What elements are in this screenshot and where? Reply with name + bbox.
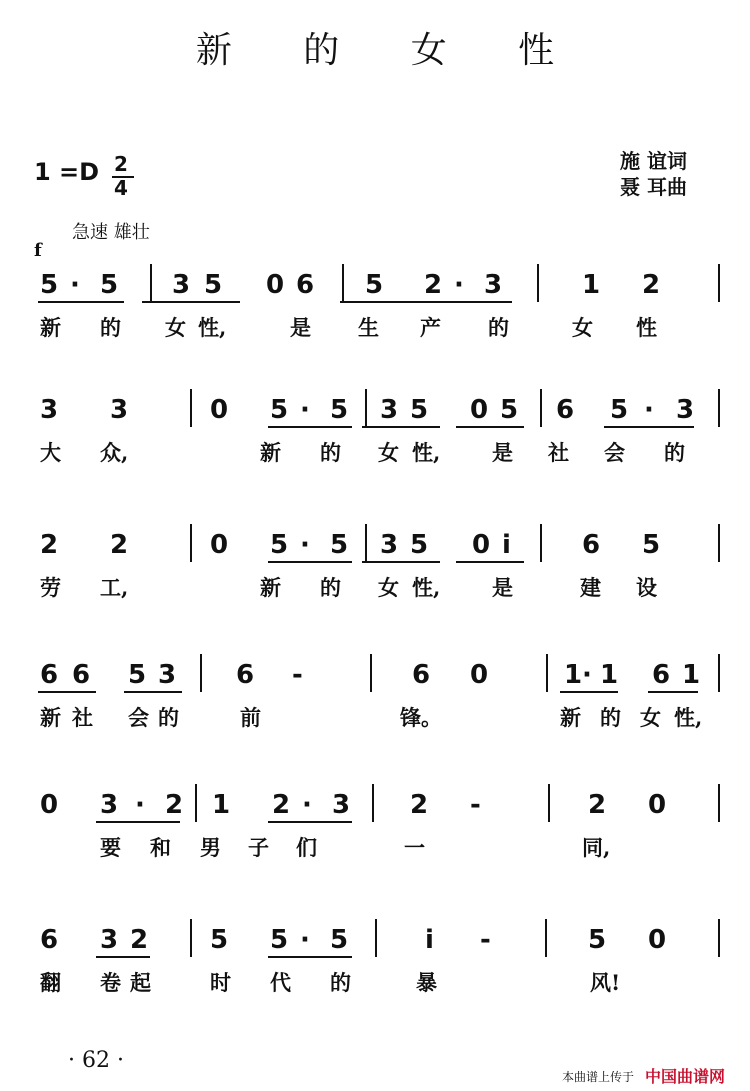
beam-underline [268,561,352,563]
bar-line [546,654,548,692]
bar-line [370,654,372,692]
note: 5 [500,395,519,425]
note: 2 [110,530,129,560]
note: · [300,395,310,425]
composer-credit: 聂 耳曲 [620,175,687,199]
note: 0 [210,530,229,560]
note: - [292,660,303,690]
bar-line [718,654,720,692]
lyric: 子 [248,835,269,860]
note: 5 [410,395,429,425]
lyric: 要 [100,835,121,860]
note: 2 [424,270,443,300]
bar-line [195,784,197,822]
key-signature: 1 =D [34,158,100,186]
upload-note: 本曲谱上传于 [562,1070,635,1084]
lyric: 会 [604,440,625,465]
lyric: 社 [72,705,93,730]
bar-line [365,389,367,427]
lyric: 性, [412,440,441,465]
bar-line [375,919,377,957]
bar-line [200,654,202,692]
lyric: 的 [488,315,509,340]
song-title: 新 的 女 性 [195,30,585,71]
note: · [644,395,654,425]
note: 5 [410,530,429,560]
note: 1 [212,790,231,820]
beam-underline [142,301,240,303]
lyric: 的 [600,705,621,730]
note: 6 [40,925,59,955]
lyric: 新 [560,705,581,730]
lyric: 同, [582,835,611,860]
lyric: 女 [640,705,661,730]
note: 5 [610,395,629,425]
note: i [502,530,511,560]
note: 3 [158,660,177,690]
lyric: 女 [165,315,186,340]
beam-underline [362,561,440,563]
bar-line [150,264,152,302]
note: · [300,530,310,560]
note: 1 [600,660,619,690]
note: 6 [582,530,601,560]
note: 3 [40,395,59,425]
lyric: 社 [548,440,569,465]
note: 5 [100,270,119,300]
bar-line [365,524,367,562]
note: 6 [296,270,315,300]
beam-underline [362,426,440,428]
bar-line [718,524,720,562]
note: 3 [100,790,119,820]
note: 5 [330,925,349,955]
lyric: 锋。 [400,705,442,730]
lyric: 女 [378,575,399,600]
lyric: 女 [378,440,399,465]
bar-line [718,264,720,302]
note: 3 [380,395,399,425]
note: 3 [172,270,191,300]
note: 0 [266,270,285,300]
beam-underline [648,691,698,693]
lyric: 一 [404,835,425,860]
note: i [425,925,434,955]
lyric: 卷 [100,970,121,995]
lyric: 的 [330,970,351,995]
lyric: 的 [100,315,121,340]
beam-underline [96,821,180,823]
note: 5 [330,530,349,560]
note: 3 [110,395,129,425]
note: · [135,790,145,820]
note: 6 [652,660,671,690]
credits [620,148,687,200]
note: 2 [40,530,59,560]
note: 2 [410,790,429,820]
lyric: 劳 [40,575,61,600]
beam-underline [456,426,524,428]
note: 3 [676,395,695,425]
bar-line [537,264,539,302]
lyric: 建 [580,575,601,600]
beam-underline [268,426,352,428]
beam-underline [268,821,352,823]
bar-line [190,389,192,427]
note: 1 [564,660,583,690]
lyric: 女 [572,315,593,340]
beam-underline [560,691,618,693]
bar-line [190,524,192,562]
lyric: 性, [674,705,703,730]
note: 1 [582,270,601,300]
bar-line [718,784,720,822]
note: 6 [40,660,59,690]
lyric: 是 [290,315,311,340]
lyric: 新 [260,575,281,600]
time-signature-top: 2 [114,152,128,176]
note: 1 [682,660,701,690]
lyric: 风! [590,970,621,995]
site-logo: 中国曲谱网 [645,1067,726,1086]
note: · [582,660,592,690]
lyricist-credit: 施 谊词 [620,149,687,173]
note: 5 [588,925,607,955]
lyric: 是 [492,575,513,600]
note: 0 [210,395,229,425]
note: 6 [72,660,91,690]
note: 2 [272,790,291,820]
note: · [300,925,310,955]
lyric: 代 [270,970,291,995]
note: 2 [165,790,184,820]
bar-line [718,919,720,957]
note: 5 [270,395,289,425]
lyric: 暴 [416,970,437,995]
note: - [480,925,491,955]
lyric: 生 [358,315,379,340]
lyric: 们 [296,835,317,860]
lyric: 新 [40,315,61,340]
lyric: 性, [412,575,441,600]
note: 0 [470,395,489,425]
lyric: 设 [636,575,657,600]
note: 0 [648,925,667,955]
lyric: 男 [200,835,221,860]
lyric: 的 [664,440,685,465]
beam-underline [38,691,96,693]
note: · [70,270,80,300]
note: 5 [204,270,223,300]
lyric: 性, [198,315,227,340]
note: - [470,790,481,820]
bar-line [342,264,344,302]
note: · [302,790,312,820]
beam-underline [124,691,182,693]
beam-underline [456,561,524,563]
lyric: 翻 [40,970,61,995]
page-number: · 62 · [68,1048,124,1073]
note: 5 [210,925,229,955]
lyric: 是 [492,440,513,465]
time-signature-bottom: 4 [114,176,128,200]
lyric: 工, [100,575,129,600]
note: 6 [236,660,255,690]
note: 5 [40,270,59,300]
lyric: 会 [128,705,149,730]
tempo-marking: 急速 雄壮 [72,222,150,243]
note: 5 [270,925,289,955]
lyric: 产 [420,315,441,340]
lyric: 性 [636,315,657,340]
note: 2 [588,790,607,820]
lyric: 时 [210,970,231,995]
note: · [454,270,464,300]
beam-underline [604,426,694,428]
beam-underline [96,956,150,958]
bar-line [548,784,550,822]
note: 0 [470,660,489,690]
note: 2 [130,925,149,955]
bar-line [372,784,374,822]
bar-line [190,919,192,957]
note: 6 [412,660,431,690]
note: 6 [556,395,575,425]
note: 3 [484,270,503,300]
note: 3 [332,790,351,820]
beam-underline [38,301,124,303]
lyric: 众, [100,440,129,465]
dynamics-marking: f [34,240,42,261]
lyric: 的 [320,440,341,465]
beam-underline [340,301,512,303]
lyric: 的 [158,705,179,730]
bar-line [540,389,542,427]
note: 5 [642,530,661,560]
note: 0 [472,530,491,560]
note: 2 [642,270,661,300]
note: 3 [100,925,119,955]
note: 0 [648,790,667,820]
lyric: 前 [240,705,261,730]
beam-underline [268,956,352,958]
bar-line [545,919,547,957]
note: 5 [270,530,289,560]
lyric: 和 [150,835,171,860]
lyric: 新 [260,440,281,465]
lyric: 新 [40,705,61,730]
bar-line [540,524,542,562]
note: 5 [365,270,384,300]
note: 5 [330,395,349,425]
note: 5 [128,660,147,690]
lyric: 的 [320,575,341,600]
bar-line [718,389,720,427]
note: 3 [380,530,399,560]
lyric: 起 [130,970,151,995]
note: 0 [40,790,59,820]
lyric: 大 [40,440,61,465]
